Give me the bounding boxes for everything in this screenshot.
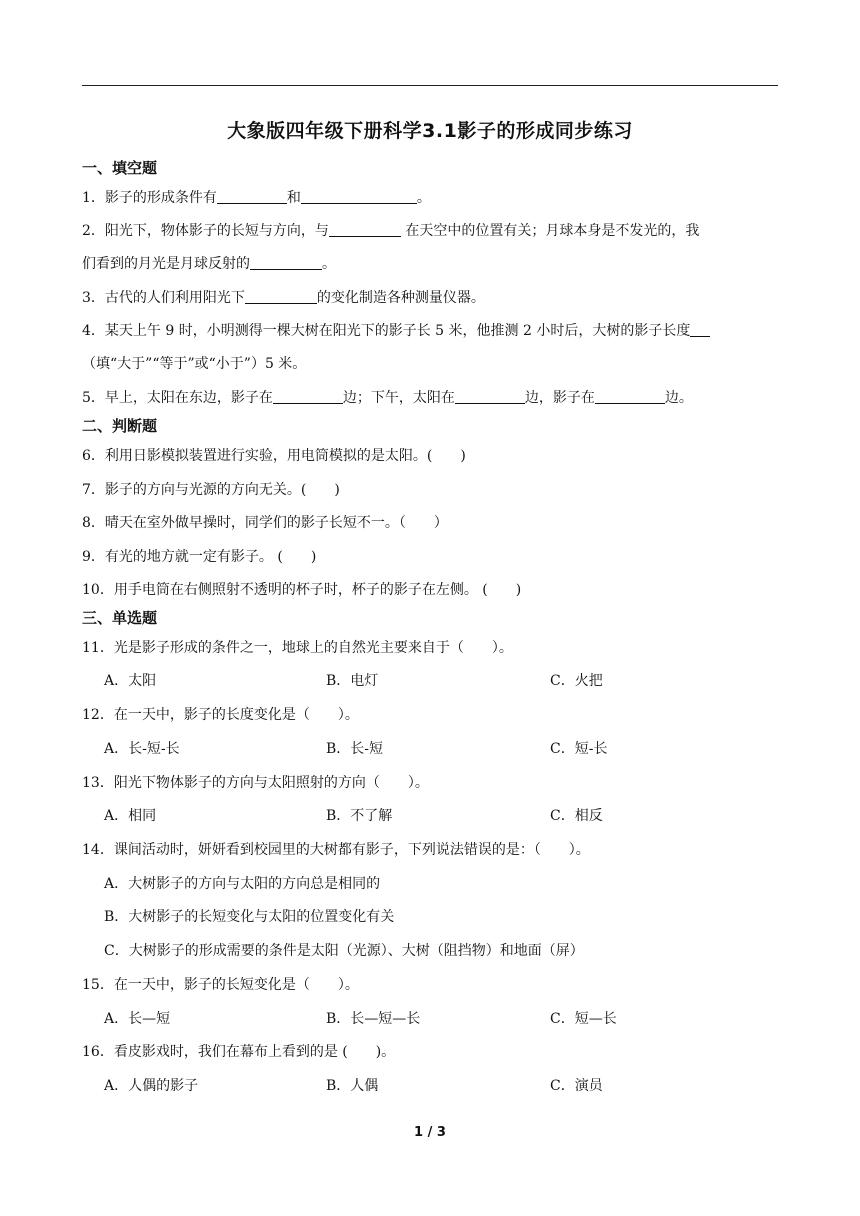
question-7: 7．影子的方向与光源的方向无关。( ) xyxy=(82,482,340,498)
option-b[interactable]: B．电灯 xyxy=(326,673,379,689)
option-a[interactable]: A．大树影子的方向与太阳的方向总是相同的 xyxy=(104,876,381,892)
answer-blank[interactable] xyxy=(595,389,665,404)
option-c[interactable]: C．相反 xyxy=(550,808,603,824)
option-c[interactable]: C．演员 xyxy=(550,1078,603,1094)
question-15: 15．在一天中，影子的长短变化是（ ）。 xyxy=(82,977,359,993)
question-9: 9．有光的地方就一定有影子。 ( ) xyxy=(82,549,317,565)
option-c[interactable]: C．短-长 xyxy=(550,741,608,757)
section-fill-in: 一、填空题 xyxy=(82,159,158,177)
option-b[interactable]: B．大树影子的长短变化与太阳的位置变化有关 xyxy=(104,909,395,925)
option-a[interactable]: A．太阳 xyxy=(104,673,157,689)
option-c[interactable]: C．短—长 xyxy=(550,1011,617,1027)
section-true-false: 二、判断题 xyxy=(82,417,158,435)
answer-blank[interactable] xyxy=(250,255,322,270)
option-a[interactable]: A．长—短 xyxy=(104,1011,171,1027)
question-3: 3．古代的人们利用阳光下 的变化制造各种测量仪器。 xyxy=(82,290,485,306)
header-rule xyxy=(82,85,778,86)
answer-blank[interactable] xyxy=(217,189,287,204)
question-1: 1．影子的形成条件有 和 。 xyxy=(82,190,431,206)
page-number: 1 / 3 xyxy=(414,1125,446,1140)
question-16: 16．看皮影戏时，我们在幕布上看到的是 ( )。 xyxy=(82,1044,396,1060)
question-5: 5．早上，太阳在东边，影子在 边；下午，太阳在 边，影子在 边。 xyxy=(82,390,693,406)
answer-blank[interactable] xyxy=(455,389,525,404)
question-2-cont: 们看到的月光是月球反射的 。 xyxy=(82,256,336,272)
section-single-choice: 三、单选题 xyxy=(82,609,158,627)
question-6: 6．利用日影模拟装置进行实验，用电筒模拟的是太阳。( ) xyxy=(82,448,466,464)
question-12: 12．在一天中，影子的长度变化是（ ）。 xyxy=(82,707,359,723)
question-4-cont: （填“大于”“等于”或“小于”）5 米。 xyxy=(82,356,307,372)
question-10: 10．用手电筒在右侧照射不透明的杯子时，杯子的影子在左侧。 ( ) xyxy=(82,582,522,598)
question-13: 13．阳光下物体影子的方向与太阳照射的方向（ ）。 xyxy=(82,775,429,791)
answer-blank[interactable] xyxy=(690,322,710,337)
option-b[interactable]: B．长-短 xyxy=(326,741,384,757)
option-b[interactable]: B．不了解 xyxy=(326,808,393,824)
option-b[interactable]: B．长—短—长 xyxy=(326,1011,421,1027)
question-14: 14．课间活动时，妍妍看到校园里的大树都有影子，下列说法错误的是：（ ）。 xyxy=(82,842,590,858)
option-a[interactable]: A．相同 xyxy=(104,808,157,824)
answer-blank[interactable] xyxy=(301,189,417,204)
answer-blank[interactable] xyxy=(273,389,343,404)
option-a[interactable]: A．人偶的影子 xyxy=(104,1078,199,1094)
option-a[interactable]: A．长-短-长 xyxy=(104,741,180,757)
question-8: 8．晴天在室外做早操时，同学们的影子长短不一。（ ） xyxy=(82,515,448,531)
question-4: 4．某天上午 9 时，小明测得一棵大树在阳光下的影子长 5 米，他推测 2 小时后，大树的影子长度 xyxy=(82,320,710,340)
answer-blank[interactable] xyxy=(245,289,317,304)
option-c[interactable]: C．火把 xyxy=(550,673,603,689)
option-b[interactable]: B．人偶 xyxy=(326,1078,379,1094)
answer-blank[interactable] xyxy=(329,222,401,237)
question-11: 11．光是影子形成的条件之一，地球上的自然光主要来自于（ ）。 xyxy=(82,640,513,656)
question-2: 2．阳光下，物体影子的长短与方向，与 在天空中的位置有关；月球本身是不发光的，我 xyxy=(82,223,700,239)
option-c[interactable]: C．大树影子的形成需要的条件是太阳（光源）、大树（阻挡物）和地面（屏） xyxy=(104,943,584,959)
page-title: 大象版四年级下册科学3.1影子的形成同步练习 xyxy=(227,120,633,142)
